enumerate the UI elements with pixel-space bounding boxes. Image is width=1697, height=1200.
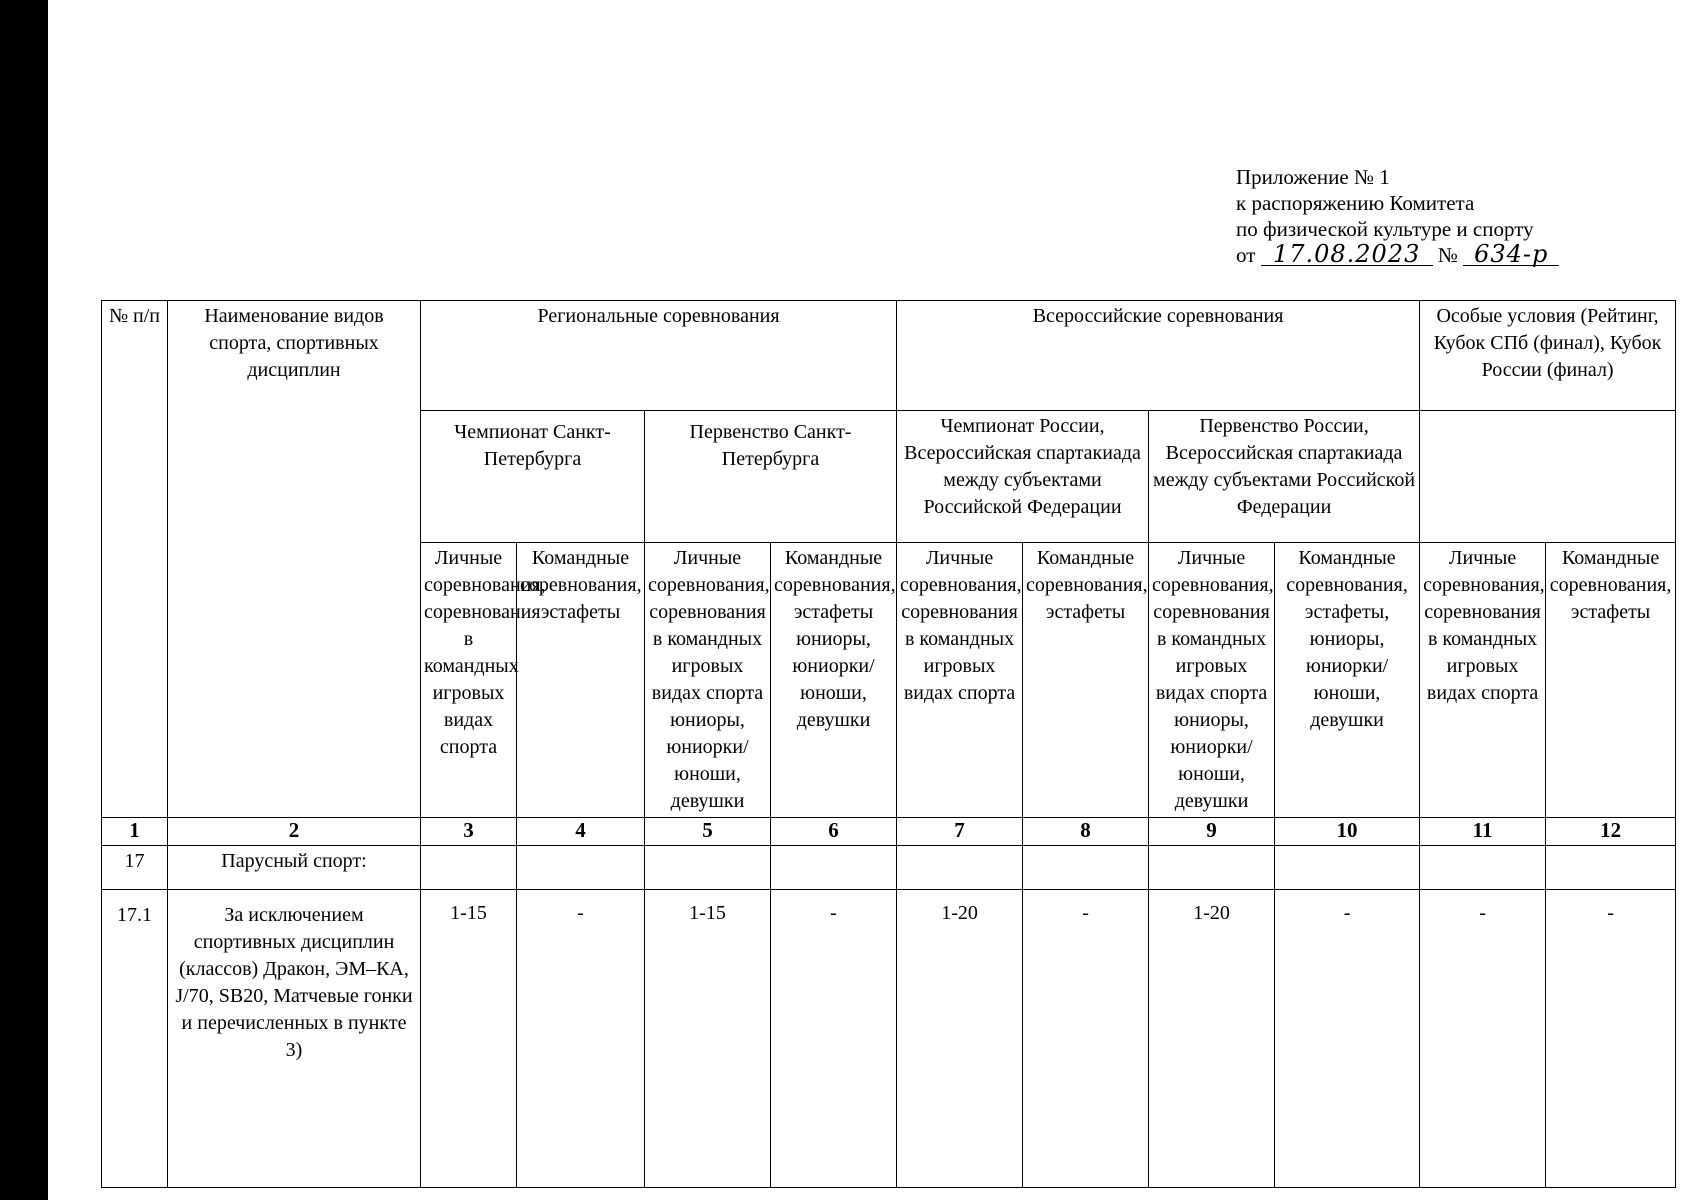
header-perv-spb: Первенство Санкт-Петербурга <box>645 411 897 543</box>
cell: 1-20 <box>897 890 1023 1188</box>
header-special-empty <box>1420 411 1676 543</box>
cell: - <box>1023 890 1149 1188</box>
header-champ-spb: Чемпионат Санкт-Петербурга <box>421 411 645 543</box>
cell: - <box>517 890 645 1188</box>
cell: - <box>771 890 897 1188</box>
scan-edge <box>0 0 48 1200</box>
header-col-7: Личные соревнования, соревнования в командных игровых видах спорта <box>897 543 1023 818</box>
cell <box>421 846 517 890</box>
cell <box>897 846 1023 890</box>
header-col-8: Командные соревнования, эстафеты <box>1023 543 1149 818</box>
cell <box>1023 846 1149 890</box>
header-name: Наименование видов спорта, спортивных дисциплин <box>168 301 421 818</box>
column-number: 10 <box>1275 818 1420 846</box>
table-row <box>102 846 1676 890</box>
header-col-9: Личные соревнования, соревнования в командных игровых видах спорта юниоры, юниорки/ юноши, девушки <box>1149 543 1275 818</box>
cell <box>517 846 645 890</box>
header-col-4: Командные соревнования, эстафеты <box>517 543 645 818</box>
column-number: 11 <box>1420 818 1546 846</box>
annex-committee: по физической культуре и спорту <box>1236 217 1534 241</box>
header-num: № п/п <box>102 301 168 818</box>
header-regional: Региональные соревнования <box>421 301 897 411</box>
column-number: 3 <box>421 818 517 846</box>
header-perv-rf: Первенство России, Всероссийская спартакиада между субъектами Российской Федерации <box>1149 411 1420 543</box>
annex-title: Приложение № 1 <box>1236 165 1390 189</box>
cell: 1-20 <box>1149 890 1275 1188</box>
cell <box>771 846 897 890</box>
handwritten-date: 17.08.2023 <box>1261 243 1433 266</box>
cell <box>1420 846 1546 890</box>
column-number-row <box>102 818 1676 846</box>
number-label: № <box>1437 243 1458 267</box>
cell: - <box>1420 890 1546 1188</box>
column-number: 8 <box>1023 818 1149 846</box>
annex-order-ref: к распоряжению Комитета <box>1236 191 1475 215</box>
annex-heading <box>1236 164 1636 268</box>
header-special: Особые условия (Рейтинг, Кубок СПб (финал), Кубок России (финал) <box>1420 301 1676 411</box>
header-col-3: Личные соревнования, соревнования в командных игровых видах спорта <box>421 543 517 818</box>
header-col-11: Личные соревнования, соревнования в командных игровых видах спорта <box>1420 543 1546 818</box>
column-number: 2 <box>168 818 421 846</box>
header-champ-rf: Чемпионат России, Всероссийская спартакиада между субъектами Российской Федерации <box>897 411 1149 543</box>
column-number: 5 <box>645 818 771 846</box>
row-name: За исключением спортивных дисциплин (классов) Дракон, ЭМ–КА, J/70, SB20, Матчевые гонки и перечисленных в пункте 3) <box>168 890 421 1188</box>
handwritten-number: 634-р <box>1463 243 1559 266</box>
cell <box>645 846 771 890</box>
row-name: Парусный спорт: <box>168 846 421 890</box>
header-col-6: Командные соревнования, эстафеты юниоры, юниорки/ юноши, девушки <box>771 543 897 818</box>
table-row <box>102 890 1676 1188</box>
cell <box>1149 846 1275 890</box>
from-label: от <box>1236 243 1256 267</box>
cell <box>1275 846 1420 890</box>
column-number: 6 <box>771 818 897 846</box>
header-col-5: Личные соревнования, соревнования в командных игровых видах спорта юниоры, юниорки/ юноши, девушки <box>645 543 771 818</box>
column-number: 9 <box>1149 818 1275 846</box>
row-num: 17.1 <box>102 890 168 1188</box>
header-row-1 <box>102 301 1676 411</box>
cell: - <box>1546 890 1676 1188</box>
row-num: 17 <box>102 846 168 890</box>
annex-date-line <box>1236 242 1636 268</box>
column-number: 7 <box>897 818 1023 846</box>
column-number: 12 <box>1546 818 1676 846</box>
cell: - <box>1275 890 1420 1188</box>
cell: 1-15 <box>421 890 517 1188</box>
header-col-10: Командные соревнования, эстафеты, юниоры, юниорки/ юноши, девушки <box>1275 543 1420 818</box>
column-number: 4 <box>517 818 645 846</box>
competition-table <box>101 300 1676 1188</box>
column-number: 1 <box>102 818 168 846</box>
cell: 1-15 <box>645 890 771 1188</box>
header-allrussian: Всероссийские соревнования <box>897 301 1420 411</box>
header-col-12: Командные соревнования, эстафеты <box>1546 543 1676 818</box>
cell <box>1546 846 1676 890</box>
